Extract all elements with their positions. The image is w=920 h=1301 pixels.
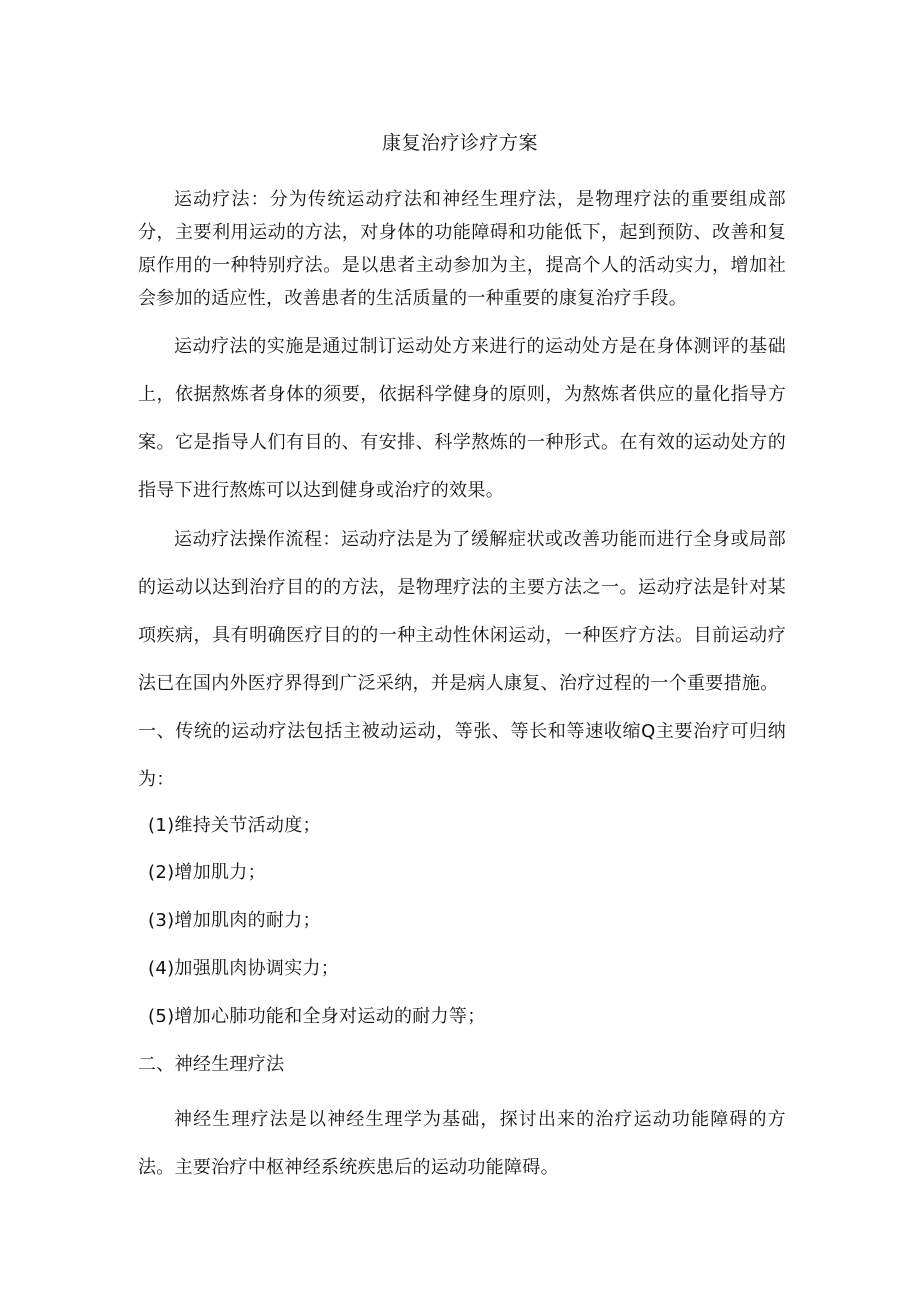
- list-item: (3)增加肌肉的耐力；: [148, 910, 321, 931]
- list-item: (2)增加肌力；: [148, 862, 266, 883]
- document-title: 康复治疗诊疗方案: [381, 132, 538, 154]
- list-item: (1)维持关节活动度；: [148, 815, 321, 836]
- section-heading-traditional: 一、传统的运动疗法包括主被动运动，等张、等长和等速收缩Q主要治疗可归纳为：: [138, 721, 786, 790]
- section-heading-neurophysiology: 二、神经生理疗法: [138, 1054, 285, 1075]
- paragraph-exercise-prescription: 运动疗法的实施是通过制订运动处方来进行的运动处方是在身体测评的基础上，依据熬炼者身体的须要，依据科学健身的原则，为熬炼者供应的量化指导方案。它是指导人们有目的、有安排、科学熬炼的一种形式。在有效的运动处方的指导下进行熬炼可以达到健身或治疗的效果。: [138, 336, 786, 501]
- paragraph-operation-process: 运动疗法操作流程：运动疗法是为了缓解症状或改善功能而进行全身或局部的运动以达到治疗目的的方法，是物理疗法的主要方法之一。运动疗法是针对某项疾病，具有明确医疗目的的一种主动性休闲运动，一种医疗方法。目前运动疗法已在国内外医疗界得到广泛采纳，并是病人康复、治疗过程的一个重要措施。: [138, 529, 786, 694]
- paragraph-motion-therapy-definition: 运动疗法：分为传统运动疗法和神经生理疗法，是物理疗法的重要组成部分，主要利用运动的方法，对身体的功能障碍和功能低下，起到预防、改善和复原作用的一种特别疗法。是以患者主动参加为主，提高个人的活动实力，增加社会参加的适应性，改善患者的生活质量的一种重要的康复治疗手段。: [138, 189, 786, 309]
- paragraph-neurophysiology: 神经生理疗法是以神经生理学为基础，探讨出来的治疗运动功能障碍的方法。主要治疗中枢神经系统疾患后的运动功能障碍。: [138, 1109, 786, 1178]
- list-item: (5)增加心肺功能和全身对运动的耐力等；: [148, 1006, 486, 1027]
- list-item: (4)加强肌肉协调实力；: [148, 958, 340, 979]
